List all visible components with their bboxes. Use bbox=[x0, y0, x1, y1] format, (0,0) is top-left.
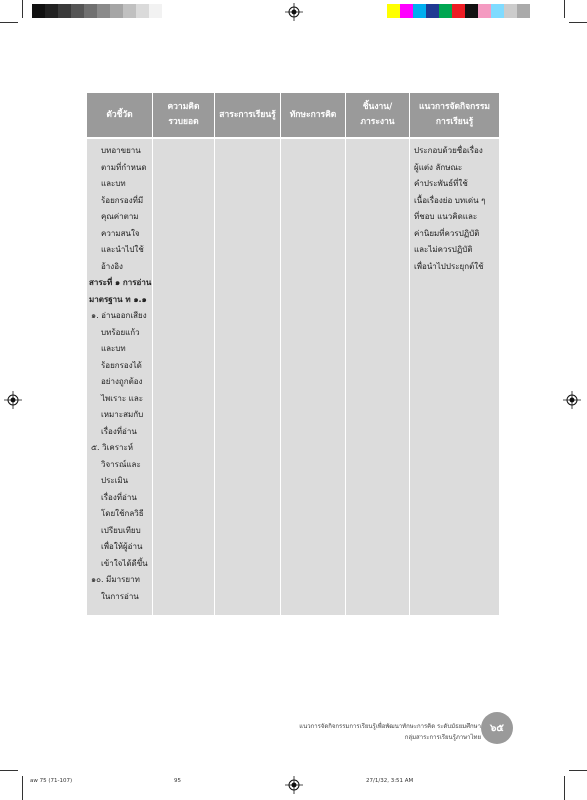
list-item: บทร้อยแก้ว bbox=[101, 327, 140, 337]
crop-mark bbox=[564, 0, 565, 18]
list-item: เรื่องที่อ่าน bbox=[101, 426, 137, 436]
list-item: เรื่องที่อ่าน bbox=[101, 492, 137, 502]
header-concept: ความคิด รวบยอด bbox=[153, 93, 215, 137]
color-swatch bbox=[97, 4, 110, 18]
color-swatch bbox=[439, 4, 452, 18]
color-swatch bbox=[478, 4, 491, 18]
list-item: อย่างถูกต้อง bbox=[101, 377, 143, 386]
list-item: เพื่อนำไปประยุกต์ใช้ bbox=[414, 261, 484, 271]
color-swatch bbox=[84, 4, 97, 18]
list-item: ๑๐. มีมารยาท bbox=[91, 575, 140, 584]
list-item: วิจารณ์และ bbox=[101, 459, 141, 469]
list-item: ที่ชอบ แนวคิดและ bbox=[414, 212, 478, 221]
list-item: ประกอบด้วยชื่อเรื่อง bbox=[414, 146, 483, 155]
activities-cell bbox=[410, 139, 499, 615]
list-item: ร้อยกรองได้ bbox=[101, 360, 142, 370]
color-swatch bbox=[149, 4, 162, 18]
color-swatch bbox=[45, 4, 58, 18]
list-item: สาระที่ ๑ การอ่าน bbox=[89, 278, 152, 287]
color-swatch bbox=[426, 4, 439, 18]
concept-cell bbox=[153, 139, 215, 615]
thinking-skills-cell bbox=[281, 139, 346, 615]
content-cell bbox=[215, 139, 281, 615]
color-swatch bbox=[136, 4, 149, 18]
list-item: และไม่ควรปฏิบัติ bbox=[414, 245, 473, 254]
color-swatch bbox=[58, 4, 71, 18]
list-item: เหมาะสมกับ bbox=[101, 410, 144, 419]
list-item: เพื่อให้ผู้อ่าน bbox=[101, 542, 143, 551]
header-activities: แนวการจัดกิจกรรม การเรียนรู้ bbox=[418, 102, 491, 127]
list-item: ๕. วิเคราะห์ bbox=[91, 443, 134, 452]
registration-mark-icon bbox=[563, 391, 581, 409]
list-item: ผู้แต่ง ลักษณะ bbox=[414, 162, 463, 172]
color-swatch bbox=[465, 4, 478, 18]
crop-mark bbox=[564, 776, 565, 800]
color-swatch bbox=[517, 4, 530, 18]
list-item: คุณค่าตาม bbox=[101, 212, 139, 221]
list-item: ความสนใจ bbox=[101, 228, 140, 238]
color-swatch bbox=[400, 4, 413, 18]
header-thinking-skills: ทักษะการคิด bbox=[281, 93, 346, 137]
color-swatch bbox=[504, 4, 517, 18]
color-swatch bbox=[71, 4, 84, 18]
registration-mark-icon bbox=[285, 3, 303, 21]
list-item: มาตรฐาน ท ๑.๑ bbox=[89, 294, 147, 304]
activities-list bbox=[410, 139, 499, 275]
color-swatch bbox=[452, 4, 465, 18]
list-item: ๑. อ่านออกเสียง bbox=[91, 311, 147, 320]
list-item: และบท bbox=[101, 344, 126, 353]
color-swatch bbox=[413, 4, 426, 18]
list-item: บทอาขยาน bbox=[101, 146, 141, 155]
list-item: ไพเราะ และ bbox=[101, 393, 144, 403]
table-header bbox=[87, 93, 499, 137]
list-item: และบท bbox=[101, 179, 126, 188]
list-item: เปรียบเทียบ bbox=[101, 525, 141, 535]
indicator-list bbox=[87, 139, 152, 605]
header-tasks: ชิ้นงาน/ ภาระงาน bbox=[346, 93, 410, 137]
crop-mark bbox=[0, 770, 18, 771]
color-swatch bbox=[32, 4, 45, 18]
header-indicator: ตัวชี้วัด bbox=[87, 93, 153, 137]
slug-file: aw 75 (71-107) bbox=[30, 778, 73, 784]
lesson-table bbox=[87, 93, 499, 615]
registration-mark-icon bbox=[285, 776, 303, 794]
tasks-cell bbox=[346, 139, 410, 615]
grayscale-color-bar bbox=[32, 4, 162, 18]
crop-mark bbox=[22, 776, 23, 800]
crop-mark bbox=[22, 0, 23, 18]
list-item: ค่านิยมที่ควรปฏิบัติ bbox=[414, 228, 480, 238]
crop-mark bbox=[0, 22, 18, 23]
color-swatch bbox=[110, 4, 123, 18]
list-item: ประเมิน bbox=[101, 476, 129, 485]
registration-mark-icon bbox=[4, 391, 22, 409]
crop-mark bbox=[569, 22, 587, 23]
indicator-cell bbox=[87, 139, 153, 615]
header-content: สาระการเรียนรู้ bbox=[215, 93, 281, 137]
list-item: เนื้อเรื่องย่อ บทเด่น ๆ bbox=[414, 195, 486, 205]
list-item: ตามที่กำหนด bbox=[101, 162, 147, 172]
crop-mark bbox=[569, 770, 587, 771]
page-number: ๖๕ bbox=[481, 712, 513, 744]
list-item: ในการอ่าน bbox=[101, 591, 139, 601]
footer-subject: กลุ่มสาระการเรียนรู้ภาษาไทย bbox=[404, 734, 481, 741]
footer-series-title: แนวการจัดกิจกรรมการเรียนรู้เพื่อพัฒนาทักษะการคิด ระดับมัธยมศึกษา bbox=[299, 723, 481, 730]
cmyk-color-bar bbox=[387, 4, 530, 18]
list-item: คำประพันธ์ที่ใช้ bbox=[414, 179, 468, 188]
list-item: และนำไปใช้ bbox=[101, 245, 144, 254]
color-swatch bbox=[491, 4, 504, 18]
slug-page: 95 bbox=[174, 778, 181, 784]
list-item: โดยใช้กลวิธี bbox=[101, 509, 144, 518]
list-item: ร้อยกรองที่มี bbox=[101, 195, 144, 205]
color-swatch bbox=[387, 4, 400, 18]
table-body bbox=[87, 139, 499, 615]
list-item: อ้างอิง bbox=[101, 261, 123, 271]
list-item: เข้าใจได้ดีขึ้น bbox=[101, 558, 148, 568]
slug-datetime: 27/1/32, 3:51 AM bbox=[366, 778, 414, 784]
color-swatch bbox=[123, 4, 136, 18]
